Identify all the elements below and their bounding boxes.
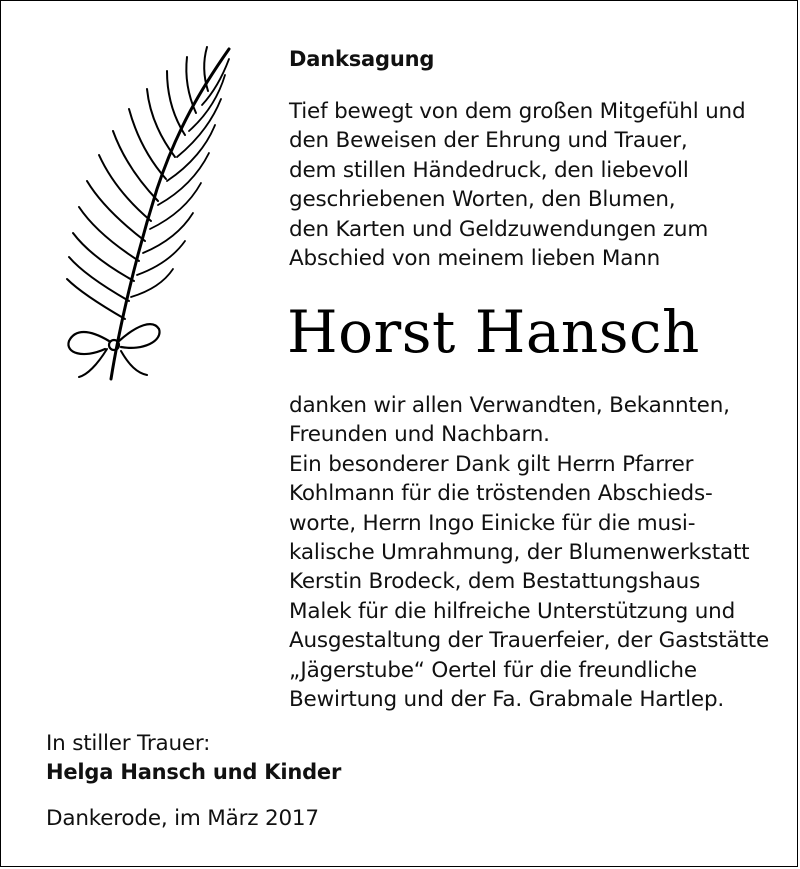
body-line: Ausgestaltung der Trauerfeier, der Gaststätte: [289, 628, 769, 654]
body-line: Kerstin Brodeck, dem Bestattungshaus: [289, 569, 701, 595]
body-line: Malek für die hilfreiche Unterstützung und: [289, 598, 736, 624]
body-line: „Jägerstube“ Oertel für die freundliche: [289, 657, 697, 683]
mourners-names: Helga Hansch und Kinder: [46, 760, 342, 784]
intro-line: Tief bewegt von dem großen Mitgefühl und: [289, 99, 746, 124]
body-line: worte, Herrn Ingo Einicke für die musi-: [289, 510, 696, 536]
intro-paragraph: [289, 97, 789, 273]
intro-line: den Beweisen der Ehrung und Trauer,: [289, 128, 688, 154]
mourning-label: In stiller Trauer:: [46, 731, 211, 756]
body-line: kalische Umrahmung, der Blumenwerkstatt: [289, 540, 750, 566]
deceased-name: Horst Hansch: [287, 298, 700, 366]
place-and-date: Dankerode, im März 2017: [46, 806, 319, 831]
intro-line: geschriebenen Worten, den Blumen,: [289, 187, 676, 213]
intro-line: dem stillen Händedruck, den liebevoll: [289, 157, 689, 183]
feather-with-ribbon-icon: [39, 29, 239, 389]
heading-danksagung: Danksagung: [289, 47, 435, 71]
body-line: Ein besonderer Dank gilt Herrn Pfarrer: [289, 451, 694, 477]
body-line: Freunden und Nachbarn.: [289, 422, 550, 448]
thanks-paragraph: [289, 391, 789, 714]
body-line: Kohlmann für die tröstenden Abschieds-: [289, 481, 713, 507]
intro-line: Abschied von meinem lieben Mann: [289, 246, 661, 272]
body-line: danken wir allen Verwandten, Bekannten,: [289, 393, 730, 418]
body-line: Bewirtung und der Fa. Grabmale Hartlep.: [289, 687, 725, 713]
intro-line: den Karten und Geldzuwendungen zum: [289, 216, 709, 242]
